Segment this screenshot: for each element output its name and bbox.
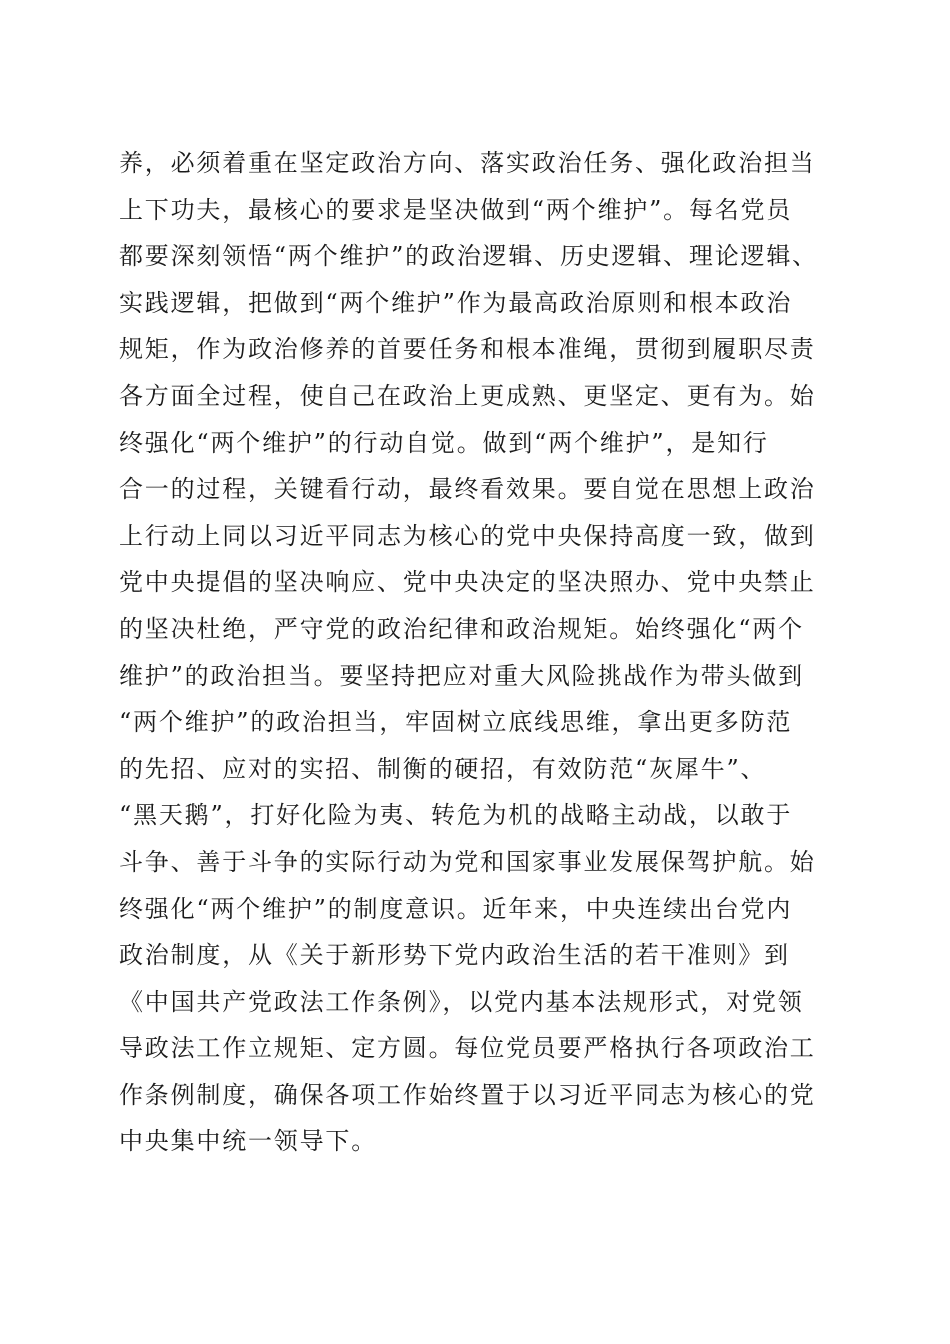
text-line: 党中央提倡的坚决响应、党中央决定的坚决照办、党中央禁止: [119, 568, 816, 597]
body-paragraph: [119, 140, 839, 1165]
text-line: 政治制度，从《关于新形势下党内政治生活的若干准则》到: [119, 941, 790, 970]
text-line: 作条例制度，确保各项工作始终置于以习近平同志为核心的党: [119, 1080, 816, 1109]
text-line: “黑天鹅”，打好化险为夷、转危为机的战略主动战，以敢于: [119, 801, 793, 830]
text-line: 终强化“两个维护”的制度意识。近年来，中央连续出台党内: [119, 894, 793, 923]
text-line: 导政法工作立规矩、定方圆。每位党员要严格执行各项政治工: [119, 1034, 816, 1063]
text-line: 终强化“两个维护”的行动自觉。做到“两个维护”，是知行: [119, 428, 769, 457]
text-line: 合一的过程，关键看行动，最终看效果。要自觉在思想上政治: [119, 475, 816, 504]
text-line: “两个维护”的政治担当，牢固树立底线思维，拿出更多防范: [119, 708, 793, 737]
text-line: 中央集中统一领导下。: [119, 1127, 377, 1156]
text-line: 上行动上同以习近平同志为核心的党中央保持高度一致，做到: [119, 521, 816, 550]
text-line: 的坚决杜绝，严守党的政治纪律和政治规矩。始终强化“两个: [119, 614, 804, 643]
text-line: 都要深刻领悟“两个维护”的政治逻辑、历史逻辑、理论逻辑、: [119, 242, 818, 271]
text-line: 养，必须着重在坚定政治方向、落实政治任务、强化政治担当: [119, 149, 816, 177]
text-line: 实践逻辑，把做到“两个维护”作为最高政治原则和根本政治: [119, 288, 793, 317]
text-line: 上下功夫，最核心的要求是坚决做到“两个维护”。每名党员: [119, 195, 793, 224]
text-line: 斗争、善于斗争的实际行动为党和国家事业发展保驾护航。始: [119, 847, 816, 876]
text-line: 《中国共产党政法工作条例》，以党内基本法规形式，对党领: [119, 987, 804, 1016]
text-line: 规矩，作为政治修养的首要任务和根本准绳，贯彻到履职尽责: [119, 335, 816, 364]
text-line: 的先招、应对的实招、制衡的硬招，有效防范“灰犀牛”、: [119, 754, 767, 783]
text-line: 各方面全过程，使自己在政治上更成熟、更坚定、更有为。始: [119, 381, 816, 410]
text-line: 维护”的政治担当。要坚持把应对重大风险挑战作为带头做到: [119, 661, 804, 690]
